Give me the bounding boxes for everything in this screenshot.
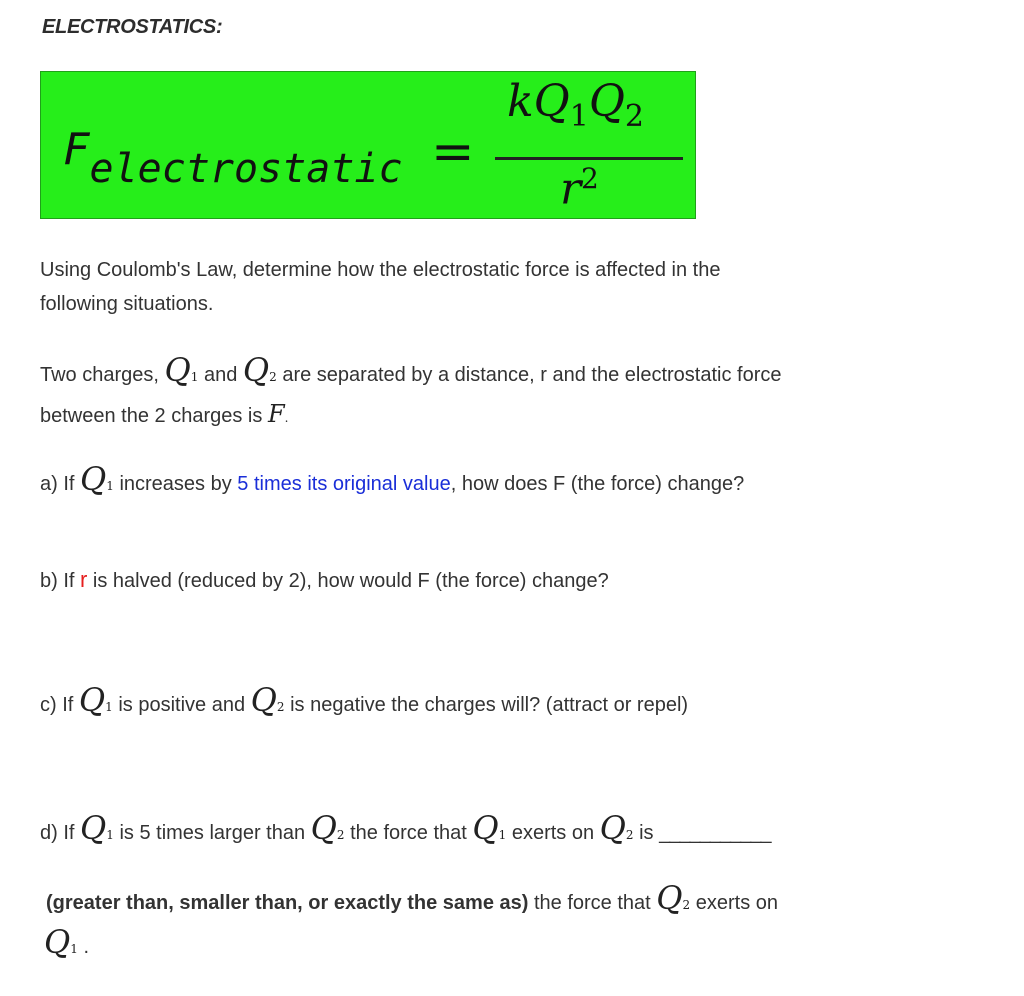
page-heading: ELECTROSTATICS: <box>42 16 223 38</box>
q1-subscript: 1 <box>106 828 114 842</box>
q1-subscript: 1 <box>105 700 113 714</box>
q2-symbol: Q <box>599 809 626 847</box>
q2-subscript: 2 <box>336 828 345 842</box>
question-d-line-3 <box>44 923 89 966</box>
qd-text-4: is <box>639 822 654 844</box>
setup-line-2 <box>40 397 288 435</box>
fraction-bar <box>495 157 683 160</box>
q1-symbol: Q <box>78 681 106 719</box>
qd-text-5: the force that <box>533 892 651 914</box>
qb-prefix: b) If <box>40 570 75 592</box>
equation-numerator <box>507 76 644 134</box>
qc-text-2: is negative the charges will? (attract or repel) <box>290 694 689 716</box>
setup-text-2: and <box>203 364 238 386</box>
setup-text-4: between the 2 charges is <box>40 405 263 427</box>
force-symbol: F <box>63 124 90 175</box>
qa-highlight: 5 times its original value <box>237 473 451 495</box>
qd-text-2: the force that <box>350 822 467 844</box>
force-F-symbol: F <box>267 400 285 428</box>
question-b <box>40 563 609 598</box>
q2-subscript: 2 <box>276 700 285 714</box>
question-d-line-1 <box>40 809 771 852</box>
equation-lhs <box>63 124 403 192</box>
q2-subscript: 2 <box>269 370 277 384</box>
numerator-q1: Q <box>533 76 570 127</box>
q2-symbol: Q <box>242 351 270 389</box>
q1-subscript: 1 <box>70 942 78 956</box>
qa-text-2: , how does F (the force) change? <box>450 473 745 495</box>
qa-text-1: increases by <box>119 473 232 495</box>
question-d-line-2 <box>46 879 778 922</box>
numerator-q2-sub: 2 <box>624 98 645 134</box>
force-F-suffix: . <box>284 411 289 425</box>
setup-line-1 <box>40 351 782 394</box>
coulomb-constant: k <box>507 76 534 127</box>
q1-symbol: Q <box>80 460 107 498</box>
q2-symbol: Q <box>310 809 337 847</box>
denominator-exponent: 2 <box>581 162 599 195</box>
q1-symbol: Q <box>80 809 107 847</box>
qc-text-1: is positive and <box>118 694 246 716</box>
qc-prefix: c) If <box>40 694 74 716</box>
denominator-r: r <box>560 163 582 215</box>
q1-subscript: 1 <box>106 479 114 493</box>
equals-sign: = <box>431 122 475 182</box>
qd-text-3: exerts on <box>511 822 595 844</box>
qd-text-1: is 5 times larger than <box>119 822 306 844</box>
q1-subscript: 1 <box>498 828 507 842</box>
intro-line-1: Using Coulomb's Law, determine how the electrostatic force is affected in the <box>40 259 721 281</box>
qb-highlight-r: r <box>80 567 88 592</box>
q2-symbol: Q <box>250 681 277 719</box>
q1-symbol: Q <box>164 351 191 389</box>
qd-end: . <box>83 936 89 958</box>
setup-text-3: are separated by a distance, r and the electrostatic force <box>282 364 782 386</box>
qd-bold-options: (greater than, smaller than, or exactly the same as) <box>46 892 529 914</box>
qa-prefix: a) If <box>40 473 75 495</box>
answer-blank: ___________ <box>659 822 771 844</box>
question-a <box>40 460 745 503</box>
q2-subscript: 2 <box>682 898 691 912</box>
q2-symbol: Q <box>656 879 683 917</box>
qd-prefix: d) If <box>40 822 75 844</box>
q1-symbol: Q <box>44 923 71 961</box>
numerator-q1-sub: 1 <box>569 98 589 134</box>
equation-denominator <box>560 162 599 215</box>
setup-text-1: Two charges, <box>40 364 159 386</box>
qd-text-6: exerts on <box>695 892 778 914</box>
force-subscript: electrostatic <box>89 146 403 192</box>
intro-line-2: following situations. <box>40 293 214 315</box>
q1-symbol: Q <box>472 809 499 847</box>
q1-subscript: 1 <box>190 370 199 384</box>
numerator-q2: Q <box>588 76 625 127</box>
question-c <box>40 681 689 724</box>
q2-subscript: 2 <box>625 828 634 842</box>
coulombs-law-equation-box <box>40 71 696 219</box>
qb-text: is halved (reduced by 2), how would F (the force) change? <box>92 570 609 592</box>
